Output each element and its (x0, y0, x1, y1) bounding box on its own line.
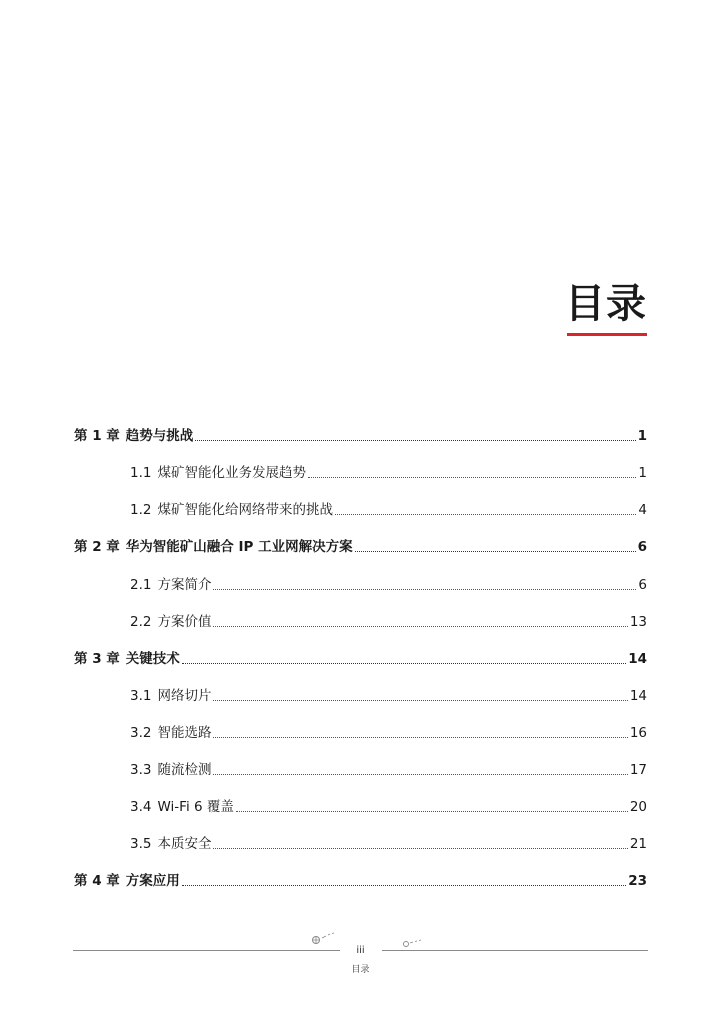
toc-entry-page: 6 (637, 539, 647, 555)
toc-entry-section-3-1[interactable] (130, 684, 647, 706)
toc-leader-dots (335, 513, 636, 515)
footer-section-label: 目录 (351, 965, 370, 975)
toc-entry-section-3-4[interactable] (130, 795, 647, 817)
toc-entry-section-3-5[interactable] (130, 832, 647, 854)
toc-entry-number: 3.5 (130, 836, 152, 852)
toc-entry-page: 17 (629, 762, 647, 778)
toc-entry-chapter-2[interactable] (74, 535, 647, 557)
toc-leader-dots (236, 810, 628, 812)
toc-entry-label: 网络切片 (157, 688, 212, 704)
toc-entry-number: 第 4 章 (74, 873, 120, 889)
toc-leader-dots (308, 476, 636, 478)
toc-entry-label: 方案简介 (157, 577, 212, 593)
toc-entry-section-2-2[interactable] (130, 610, 647, 632)
toc-entry-page: 20 (629, 799, 647, 815)
toc-entry-page: 16 (629, 725, 647, 741)
toc-entry-number: 第 3 章 (74, 651, 120, 667)
toc-entry-number: 3.4 (130, 799, 152, 815)
toc-entry-number: 3.2 (130, 725, 152, 741)
toc-leader-dots (355, 550, 636, 552)
toc-entry-page: 23 (628, 873, 647, 889)
toc-entry-chapter-4[interactable] (74, 869, 647, 891)
toc-entry-label: 华为智能矿山融合 IP 工业网解决方案 (125, 539, 353, 555)
toc-leader-dots (182, 662, 626, 664)
toc-entry-number: 2.1 (130, 577, 152, 593)
toc-entry-number: 第 2 章 (74, 539, 120, 555)
toc-entry-label: 煤矿智能化业务发展趋势 (157, 465, 306, 481)
toc-entry-page: 14 (628, 651, 647, 667)
toc-entry-label: 关键技术 (125, 651, 180, 667)
toc-entry-page: 14 (629, 688, 647, 704)
footer-doodle-left-icon (310, 932, 336, 946)
toc-leader-dots (213, 736, 627, 738)
toc-entry-label: 智能选路 (157, 725, 212, 741)
toc-entry-number: 1.2 (130, 502, 152, 518)
toc-entry-page: 13 (629, 614, 647, 630)
toc-leader-dots (213, 625, 627, 627)
toc-entry-section-3-2[interactable] (130, 721, 647, 743)
toc-entry-label: Wi-Fi 6 覆盖 (157, 799, 234, 815)
footer-page-number: iii (356, 945, 365, 956)
toc-leader-dots (213, 699, 627, 701)
toc-entry-section-1-1[interactable] (130, 461, 647, 483)
toc-entry-label: 方案价值 (157, 614, 212, 630)
toc-entry-number: 1.1 (130, 465, 152, 481)
toc-entry-chapter-3[interactable] (74, 647, 647, 669)
toc-entry-number: 2.2 (130, 614, 152, 630)
toc-entry-label: 煤矿智能化给网络带来的挑战 (157, 502, 333, 518)
toc-entry-label: 本质安全 (157, 836, 212, 852)
toc-entry-page: 1 (638, 465, 647, 481)
toc-leader-dots (213, 773, 627, 775)
toc-entry-section-1-2[interactable] (130, 498, 647, 520)
title-underline (567, 333, 647, 336)
toc-leader-dots (213, 588, 636, 590)
toc-entry-section-2-1[interactable] (130, 573, 647, 595)
toc-entry-number: 3.3 (130, 762, 152, 778)
toc-entry-label: 方案应用 (125, 873, 180, 889)
toc-entry-chapter-1[interactable] (74, 424, 647, 446)
toc-leader-dots (195, 439, 635, 441)
toc-entry-label: 趋势与挑战 (125, 428, 194, 444)
toc-leader-dots (182, 884, 626, 886)
toc-entry-section-3-3[interactable] (130, 758, 647, 780)
toc-entry-page: 6 (638, 577, 647, 593)
toc-entry-page: 21 (629, 836, 647, 852)
toc-leader-dots (213, 847, 627, 849)
toc-entry-page: 1 (637, 428, 647, 444)
toc-entry-label: 随流检测 (157, 762, 212, 778)
toc-entry-number: 3.1 (130, 688, 152, 704)
toc-entry-number: 第 1 章 (74, 428, 120, 444)
toc-entry-page: 4 (638, 502, 647, 518)
page-title: 目录 (565, 281, 647, 327)
